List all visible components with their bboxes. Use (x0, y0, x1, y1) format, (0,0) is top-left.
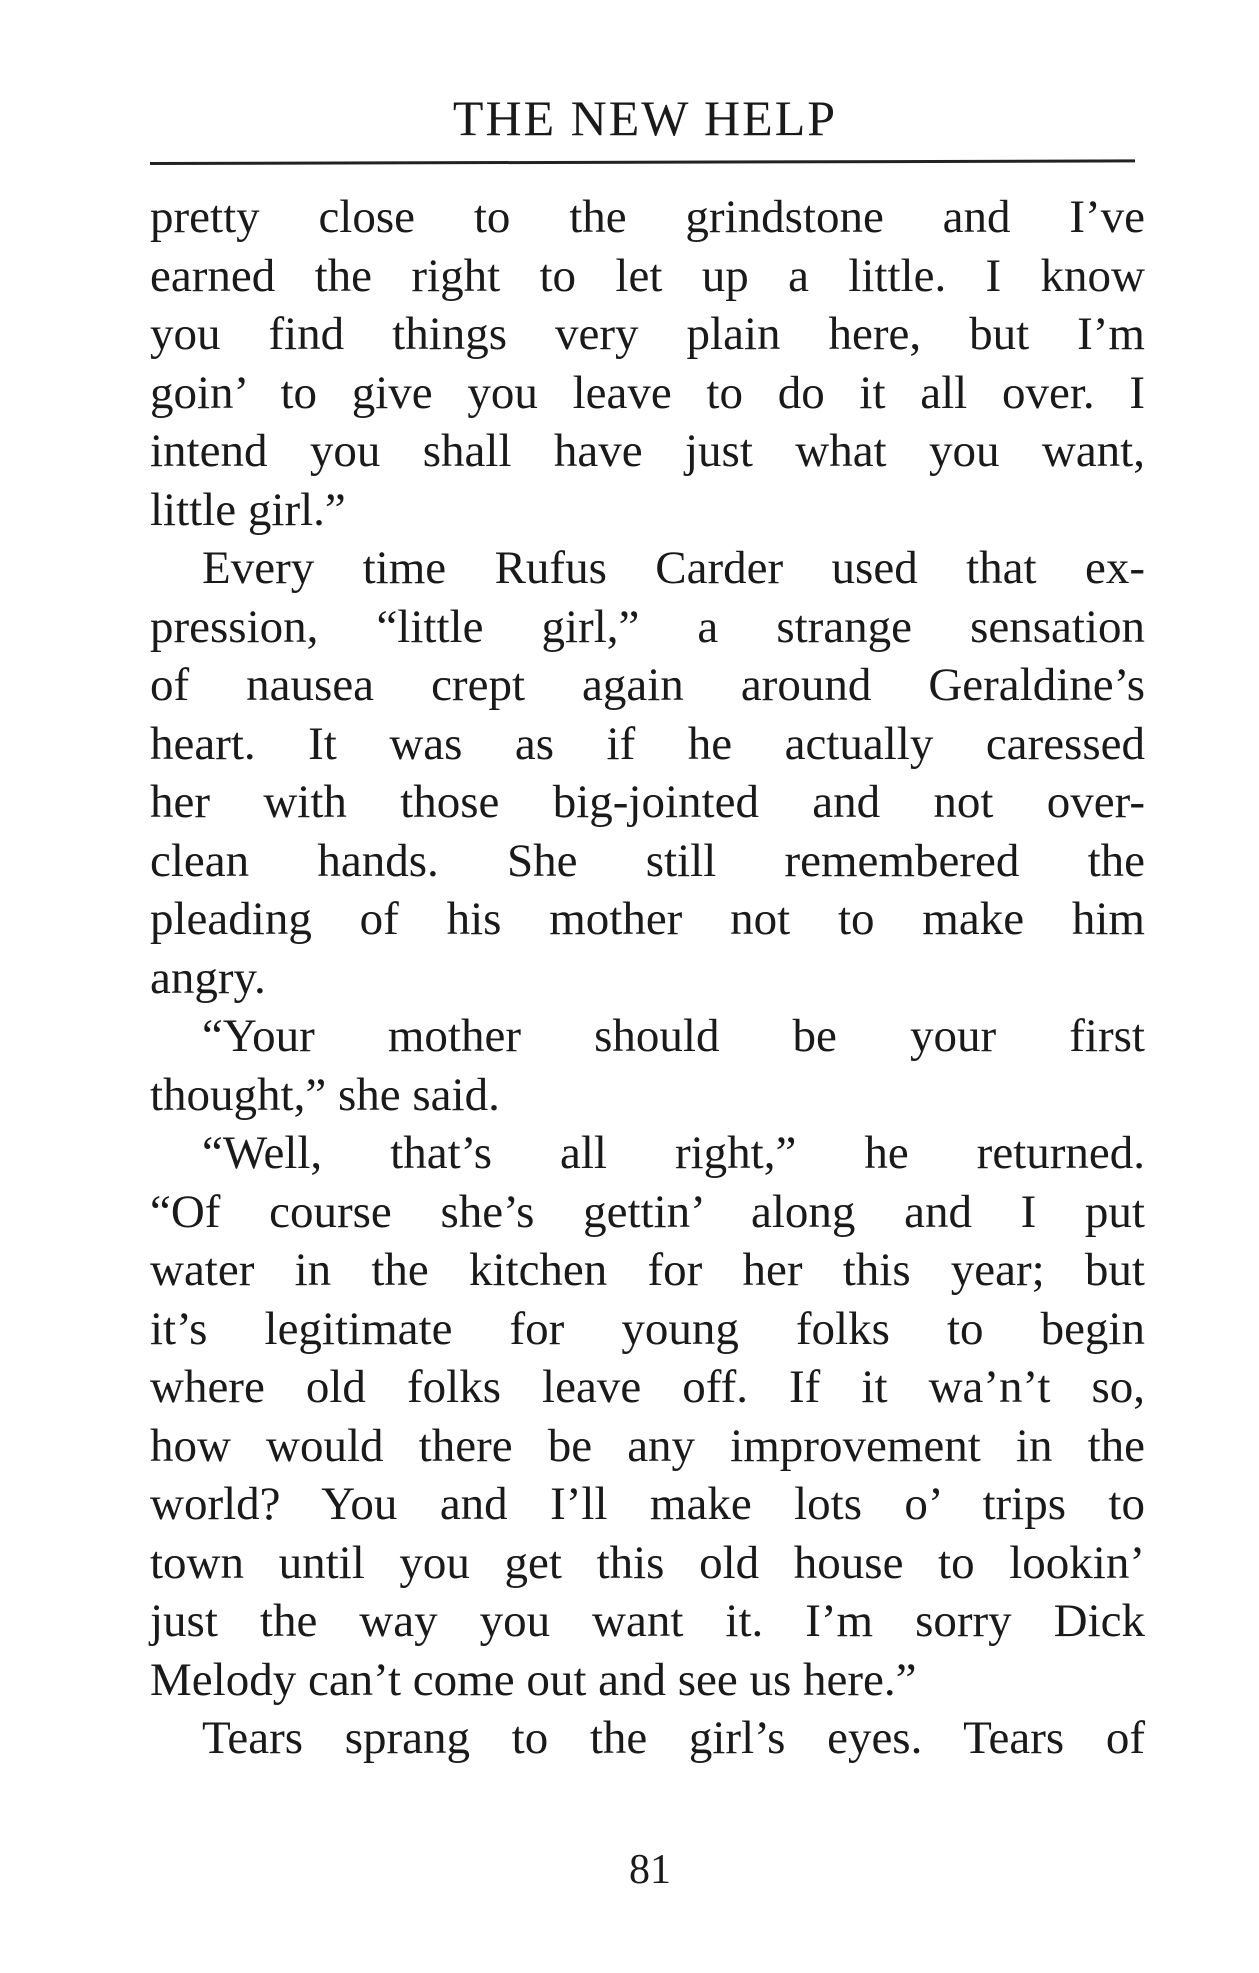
text-line: goin’ to give you leave to do it all over. I (150, 366, 1145, 419)
text-line: pleading of his mother not to make him (150, 893, 1145, 945)
text-line: heart. It was as if he actually caressed (150, 717, 1145, 770)
text-line: little girl.” (150, 483, 346, 536)
text-line: her with those big-jointed and not over- (150, 776, 1145, 828)
text-line: you find things very plain here, but I’m (150, 308, 1145, 360)
text-line: thought,” she said. (150, 1068, 500, 1121)
text-line: of nausea crept again around Geraldine’s (150, 659, 1145, 711)
text-line: Melody can’t come out and see us here.” (150, 1653, 917, 1706)
text-line: intend you shall have just what you want, (150, 425, 1145, 477)
text-line: where old folks leave off. If it wa’n’t so, (150, 1361, 1145, 1413)
text-line: “Your mother should be your first (202, 1010, 1145, 1062)
text-line: angry. (150, 951, 266, 1004)
page-number: 81 (629, 1847, 671, 1893)
text-line: pretty close to the grindstone and I’ve (150, 191, 1145, 243)
running-head-title: THE NEW HELP (452, 90, 838, 146)
text-line: Tears sprang to the girl’s eyes. Tears of (202, 1712, 1145, 1764)
text-line: just the way you want it. I’m sorry Dick (150, 1595, 1145, 1647)
text-line: it’s legitimate for young folks to begin (150, 1302, 1145, 1355)
text-line: world? You and I’ll make lots o’ trips to (150, 1478, 1145, 1530)
text-line: water in the kitchen for her this year; but (150, 1244, 1145, 1296)
text-line: “Well, that’s all right,” he returned. (202, 1127, 1145, 1179)
body-text (150, 188, 1145, 1768)
header-rule (150, 159, 1135, 165)
text-line: earned the right to let up a little. I know (150, 249, 1145, 302)
text-line: clean hands. She still remembered the (150, 834, 1145, 887)
text-line: how would there be any improvement in the (150, 1419, 1145, 1472)
text-line: town until you get this old house to lookin’ (150, 1536, 1145, 1589)
text-line: Every time Rufus Carder used that ex- (202, 542, 1145, 594)
text-line: “Of course she’s gettin’ along and I put (150, 1185, 1145, 1238)
text-line: pression, “little girl,” a strange sensation (150, 600, 1145, 653)
